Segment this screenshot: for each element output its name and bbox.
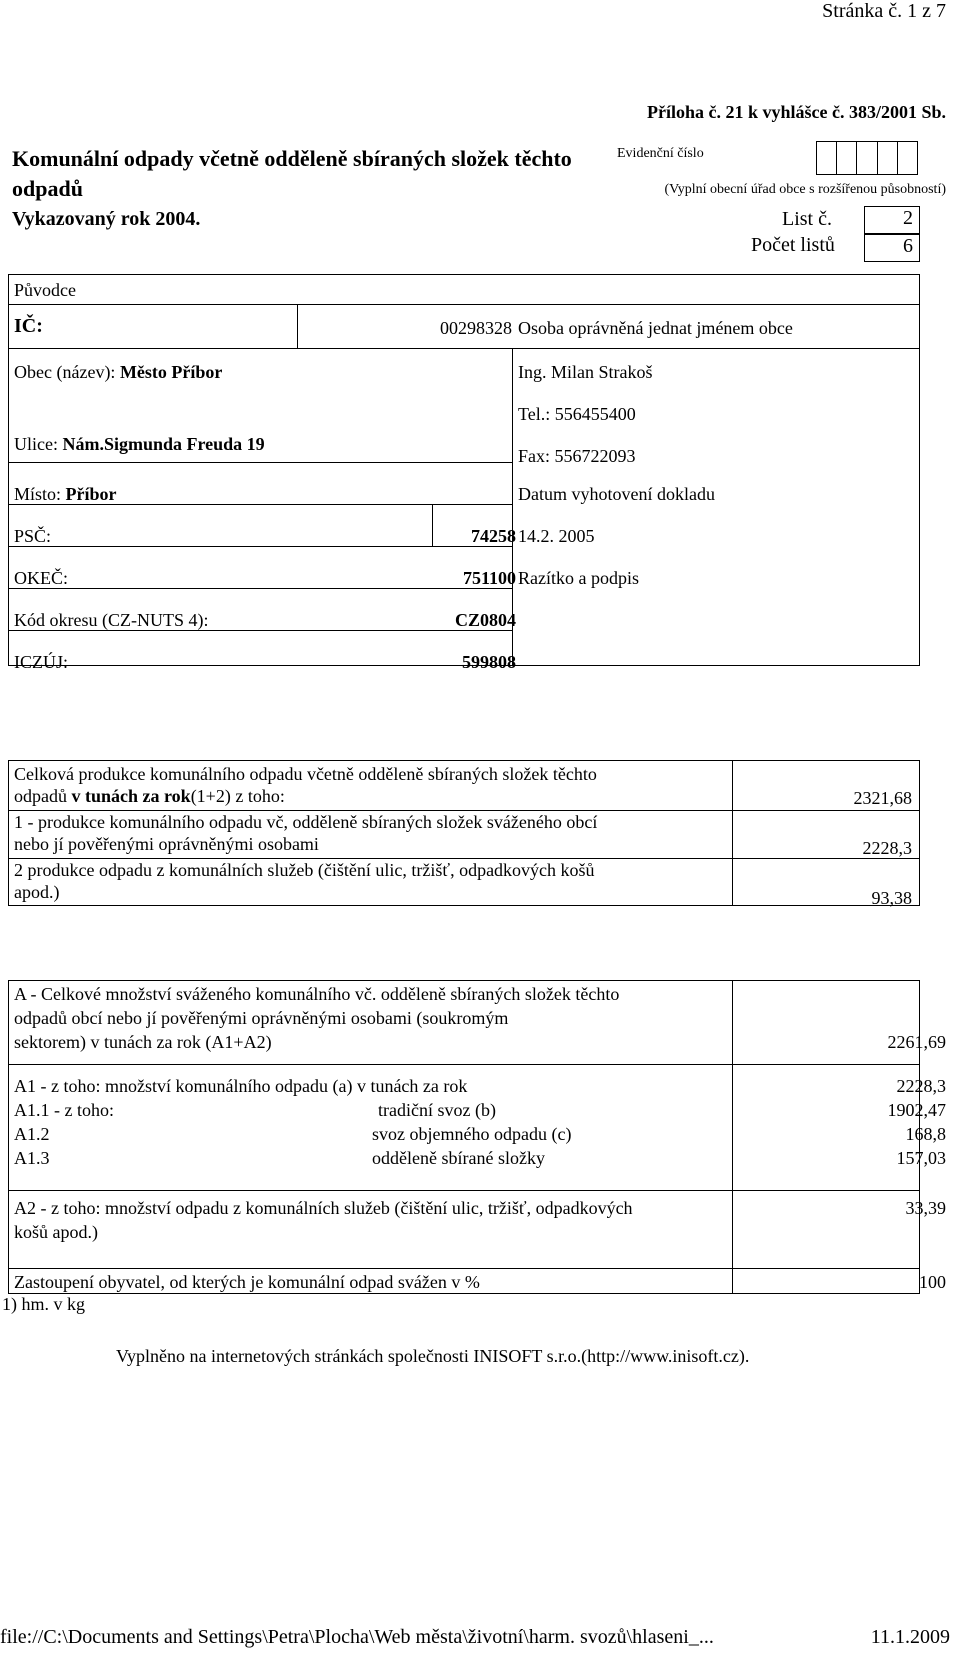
sheet-number-label: List č. bbox=[782, 208, 832, 230]
municipality-value: Město Příbor bbox=[119, 362, 223, 382]
a2-line1: A2 - z toho: množství odpadu z komunálních služeb (čištění ulic, tržišť, odpadkových bbox=[14, 1198, 633, 1218]
ic-value: 00298328 bbox=[440, 318, 512, 338]
sheet-count-label: Počet listů bbox=[751, 234, 835, 256]
a1-label: A1 - z toho: množství komunálního odpadu (a) v tunách za rok bbox=[14, 1076, 468, 1096]
production2-line2: apod.) bbox=[14, 882, 60, 902]
a2-value: 33,39 bbox=[905, 1198, 946, 1218]
iczuj-value: 599808 bbox=[462, 652, 516, 672]
footer-file-path: file://C:\Documents and Settings\Petra\Plocha\Web města\životní\harm. svozů\hlaseni_... bbox=[0, 1626, 714, 1648]
filled-on-website-note: Vyplněno na internetových stránkách společnosti INISOFT s.r.o.(http://www.inisoft.cz). bbox=[116, 1346, 750, 1366]
ic-label: IČ: bbox=[14, 315, 43, 337]
total-production-line1: Celková produkce komunálního odpadu včetně odděleně sbíraných složek těchto bbox=[14, 764, 597, 784]
a11-description: tradiční svoz (b) bbox=[378, 1100, 496, 1120]
iczuj-label: ICZÚJ: bbox=[14, 652, 68, 672]
stamp-signature-label: Razítko a podpis bbox=[518, 568, 639, 588]
district-code-label: Kód okresu (CZ-NUTS 4): bbox=[14, 610, 209, 630]
authorized-person-label: Osoba oprávněná jednat jménem obce bbox=[518, 318, 793, 338]
a12-value: 168,8 bbox=[905, 1124, 946, 1144]
street-value: Nám.Sigmunda Freuda 19 bbox=[62, 434, 265, 454]
collected-total-value: 2261,69 bbox=[887, 1032, 946, 1052]
collected-total-line2: odpadů obcí nebo jí pověřenými oprávněnými osobami (soukromým bbox=[14, 1008, 509, 1028]
okec-value: 751100 bbox=[462, 568, 516, 588]
sheet-count-value[interactable]: 6 bbox=[864, 234, 920, 262]
total-production-line2c: (1+2) z toho: bbox=[190, 786, 285, 806]
authorized-person-name: Ing. Milan Strakoš bbox=[518, 362, 653, 382]
a11-value: 1902,47 bbox=[887, 1100, 946, 1120]
filled-by-note: (Vyplní obecní úřad obce s rozšířenou působností) bbox=[664, 182, 946, 197]
a12-label: A1.2 bbox=[14, 1124, 50, 1144]
sheet-number-value[interactable]: 2 bbox=[864, 206, 920, 234]
form-title-line2: odpadů bbox=[12, 176, 83, 201]
phone: Tel.: 556455400 bbox=[518, 404, 636, 424]
fax: Fax: 556722093 bbox=[518, 446, 636, 466]
postal-code-value: 74258 bbox=[471, 526, 516, 546]
total-production-unit: v tunách za rok bbox=[71, 786, 191, 806]
evidence-number-field[interactable] bbox=[816, 141, 918, 175]
a12-description: svoz objemného odpadu (c) bbox=[372, 1124, 572, 1144]
evidence-number-label: Evidenční číslo bbox=[617, 146, 704, 161]
a11-label: A1.1 - z toho: bbox=[14, 1100, 114, 1120]
population-share-value: 100 bbox=[919, 1272, 946, 1292]
municipality-label: Obec (název): bbox=[14, 362, 116, 382]
collected-total-line3: sektorem) v tunách za rok (A1+A2) bbox=[14, 1032, 272, 1052]
production2-line1: 2 produkce odpadu z komunálních služeb (čištění ulic, tržišť, odpadkových košů bbox=[14, 860, 595, 880]
document-date-label: Datum vyhotovení dokladu bbox=[518, 484, 715, 504]
population-share-label: Zastoupení obyvatel, od kterých je komunální odpad svážen v % bbox=[14, 1272, 480, 1292]
a1-value: 2228,3 bbox=[896, 1076, 946, 1096]
page-number: Stránka č. 1 z 7 bbox=[822, 0, 946, 22]
a13-label: A1.3 bbox=[14, 1148, 50, 1168]
district-code-value: CZ0804 bbox=[454, 610, 516, 630]
originator-label: Původce bbox=[14, 280, 76, 300]
production1-line1: 1 - produkce komunálního odpadu vč, odděleně sbíraných složek sváženého obcí bbox=[14, 812, 598, 832]
annex-reference: Příloha č. 21 k vyhlášce č. 383/2001 Sb. bbox=[646, 102, 946, 122]
document-date-value: 14.2. 2005 bbox=[518, 526, 595, 546]
total-production-value: 2321,68 bbox=[853, 788, 912, 808]
postal-code-label: PSČ: bbox=[14, 526, 52, 546]
a13-description: odděleně sbírané složky bbox=[372, 1148, 545, 1168]
form-title-line1: Komunální odpady včetně odděleně sbíraných složek těchto bbox=[12, 146, 572, 171]
collected-total-line1: A - Celkové množství sváženého komunálního vč. odděleně sbíraných složek těchto bbox=[14, 984, 620, 1004]
production1-line2: nebo jí pověřenými oprávněnými osobami bbox=[14, 834, 319, 854]
a13-value: 157,03 bbox=[896, 1148, 946, 1168]
footnote: 1) hm. v kg bbox=[2, 1294, 85, 1314]
a2-line2: košů apod.) bbox=[14, 1222, 98, 1242]
total-production-line2a: odpadů bbox=[14, 786, 72, 806]
reported-year: Vykazovaný rok 2004. bbox=[12, 208, 201, 230]
footer-date: 11.1.2009 bbox=[870, 1626, 950, 1648]
place-value: Příbor bbox=[65, 484, 117, 504]
place-label: Místo: bbox=[14, 484, 62, 504]
okec-label: OKEČ: bbox=[14, 568, 68, 588]
production1-value: 2228,3 bbox=[862, 838, 912, 858]
production2-value: 93,38 bbox=[871, 888, 912, 908]
street-label: Ulice: bbox=[14, 434, 58, 454]
